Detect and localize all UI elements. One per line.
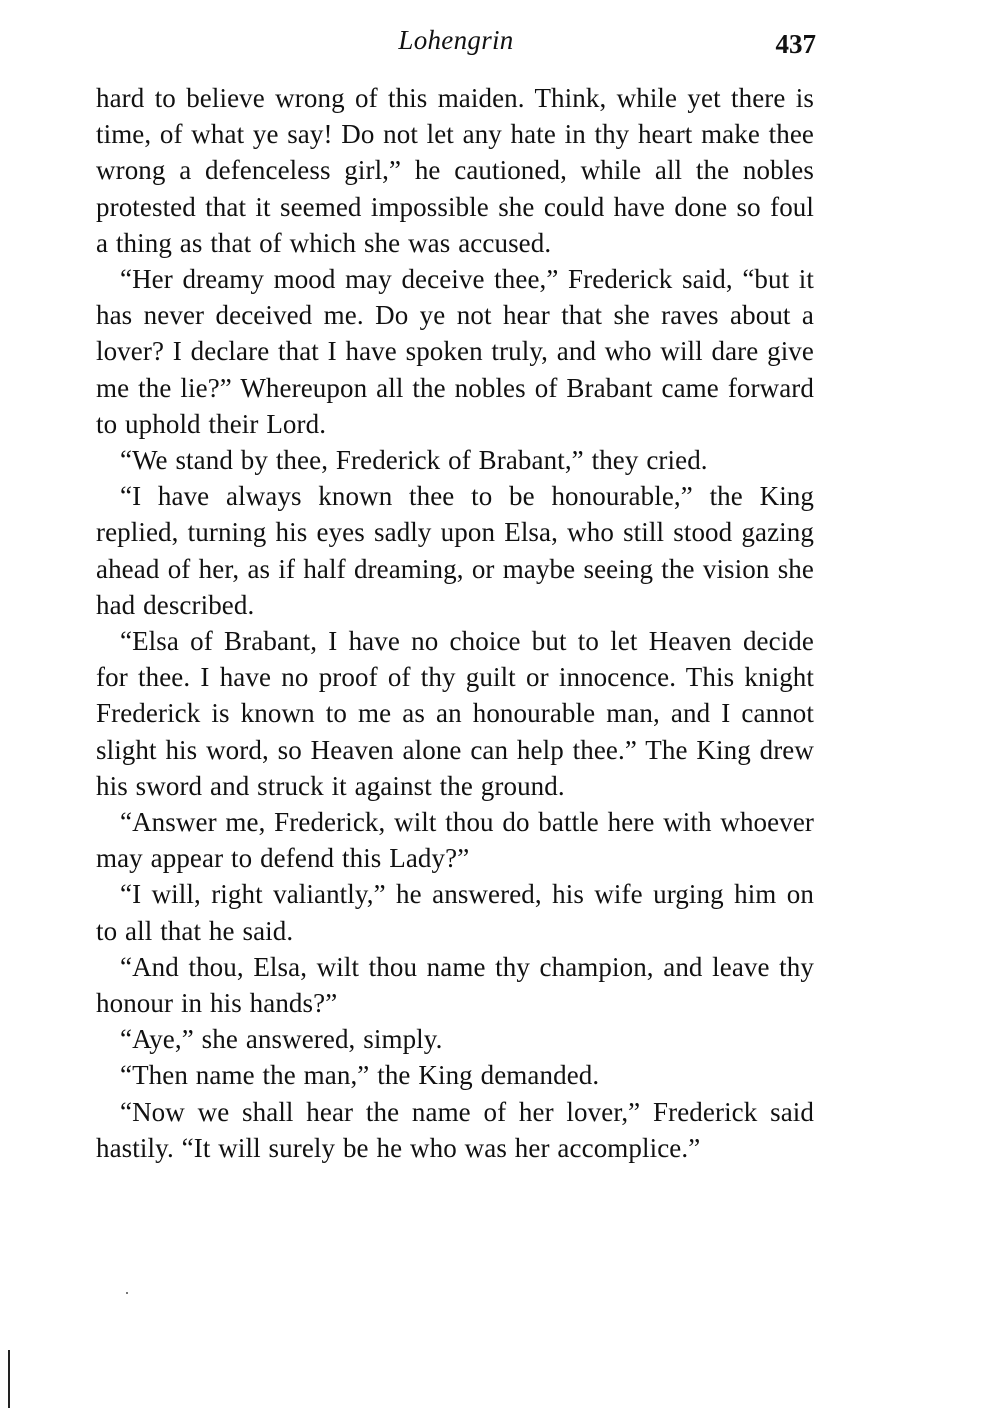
body-text (96, 80, 814, 1166)
paragraph: “Elsa of Brabant, I have no choice but to let Heaven decide for thee. I have no proof of thy guilt or innocence. This knight Frederick is known to me as an honourable man, and I cannot slight his word, so Heaven alone can help thee.” The King drew his sword and struck it against the ground. (96, 626, 814, 801)
paragraph: “We stand by thee, Frederick of Brabant,” they cried. (120, 445, 708, 476)
paragraph-continued: hard to believe wrong of this maiden. Think, while yet there is time, of what ye say! Do not let any hate in thy heart make thee wrong a defenceless girl,” he cautioned, while all the nobles protested that it seemed impossible she could have done so foul a thing as that of which she was accused. (96, 83, 814, 258)
paragraph: “And thou, Elsa, wilt thou name thy champion, and leave thy honour in his hands?” (96, 951, 814, 1019)
scan-margin-line (8, 1350, 10, 1408)
paragraph: “Aye,” she answered, simply. (120, 1024, 443, 1055)
paragraph: “Answer me, Frederick, wilt thou do battle here with whoever may appear to defend this Lady?” (96, 807, 814, 874)
scan-speck (126, 1292, 128, 1294)
paragraph: “Her dreamy mood may deceive thee,” Frederick said, “but it has never deceived me. Do ye not hear that she raves about a lover? I declare that I have spoken truly, and who will dare give me the lie?” Whereupon all the nobles of Brabant came forward to uphold their Lord. (96, 264, 814, 439)
paragraph: “Then name the man,” the King demanded. (120, 1060, 600, 1091)
page-number: 437 (775, 29, 816, 59)
paragraph: “I will, right valiantly,” he answered, his wife urging him on to all that he said. (96, 879, 814, 946)
running-title: Lohengrin (398, 25, 514, 55)
paragraph: “Now we shall hear the name of her lover,” Frederick said hastily. “It will surely be he who was her accomplice.” (96, 1096, 814, 1163)
running-head (96, 20, 816, 60)
paragraph: “I have always known thee to be honourable,” the King replied, turning his eyes sadly upon Elsa, who still stood gazing ahead of her, as if half dreaming, or maybe seeing the vision she had described. (96, 481, 814, 620)
